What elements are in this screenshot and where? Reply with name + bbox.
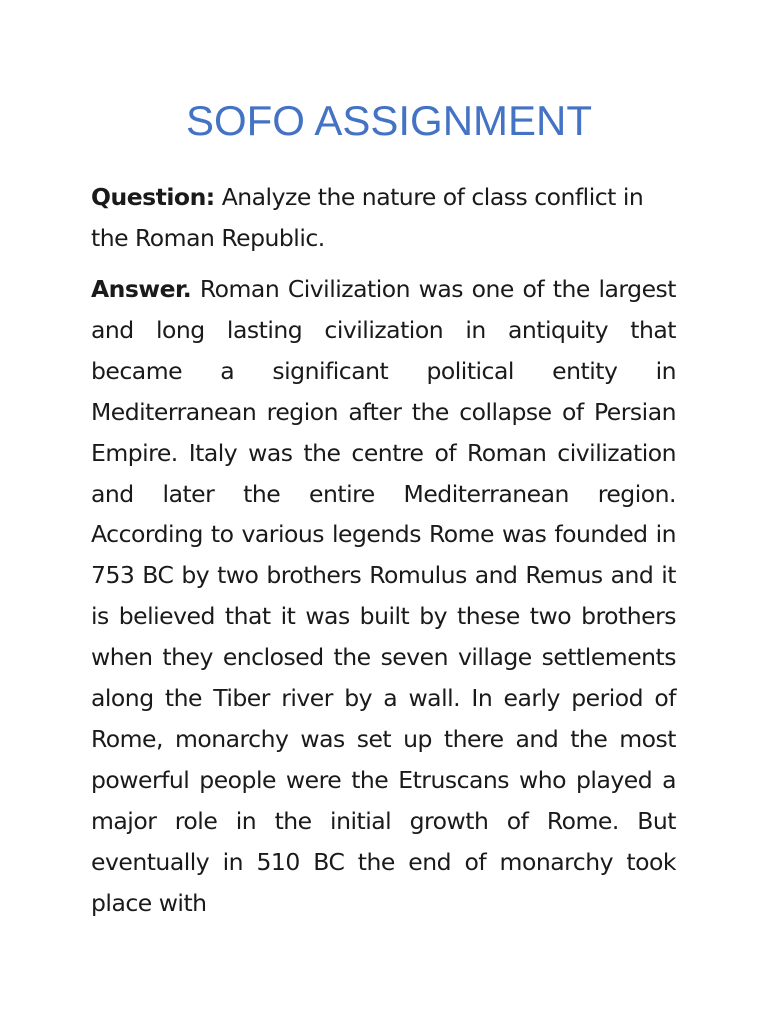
question-label: Question:	[91, 183, 215, 211]
answer-paragraph	[91, 269, 676, 924]
answer-label: Answer.	[91, 275, 192, 303]
question-paragraph	[91, 177, 676, 259]
document-title: SOFO ASSIGNMENT	[185, 97, 593, 144]
question-text: Analyze the nature of class conflict in the Roman Republic.	[91, 183, 644, 252]
answer-text: Roman Civilization was one of the largest and long lasting civilization in antiquity that became a significant political entity in Mediterranean region after the collapse of Persian Empire. Italy was the centre of Roman civilization and later the entire Mediterranean region. According to various legends Rome was founded in 753 BC by two brothers Romulus and Remus and it is believed that it was built by these two brothers when they enclosed the seven village settlements along the Tiber river by a wall. In early period of Rome, monarchy was set up there and the most powerful people were the Etruscans who played a major role in the initial growth of Rome. But eventually in 510 BC the end of monarchy took place with	[91, 275, 676, 917]
